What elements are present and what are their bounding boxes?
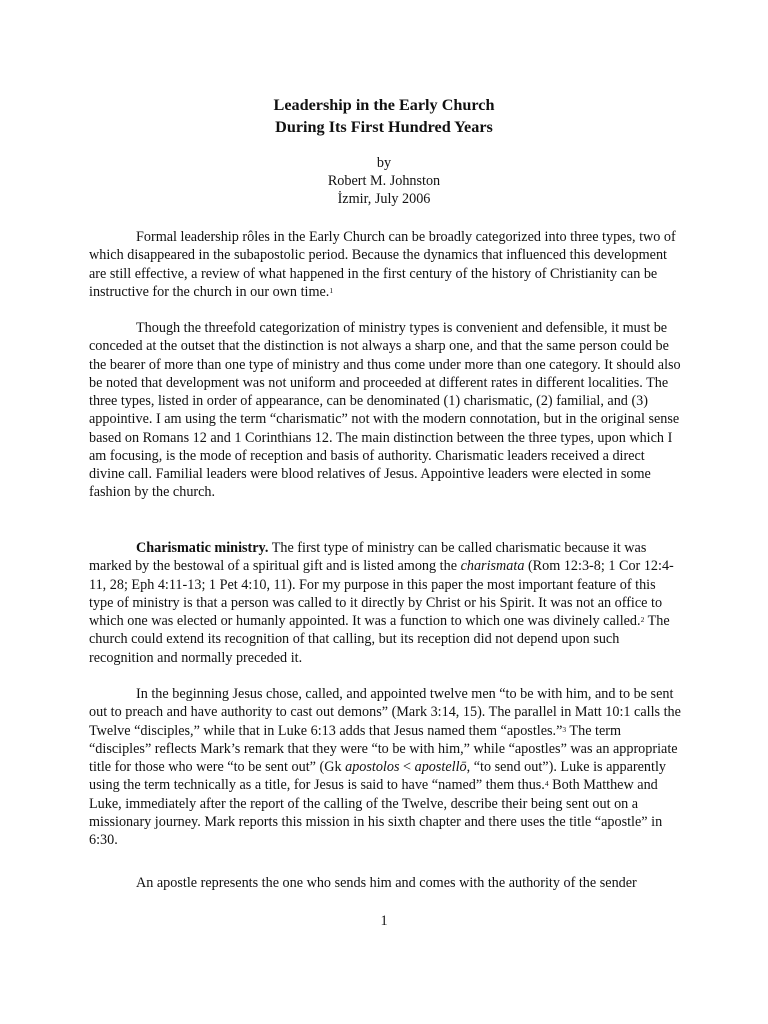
paragraph-text: < [399, 759, 415, 775]
paragraph-text: The first type of ministry can be called charismatic because it was marked by the bestowal of a spiritual gift and is listed among the [89, 540, 647, 575]
footnote-ref-2[interactable]: 2 [640, 615, 645, 624]
italic-term: apostellō [414, 759, 467, 775]
paragraph-categorization [89, 319, 681, 502]
paragraph-text: The term “disciples” reflects Mark’s remark that they were “to be with him,” while “apostles” was an appropriate title for those who were “to be sent out” (Gk [89, 722, 678, 775]
paragraph-apostle [89, 874, 681, 892]
paragraph-text: (Rom 12:3-8; 1 Cor 12:4-11, 28; Eph 4:11-13; 1 Pet 4:10, 11). For my purpose in this paper the most important feature of this type of ministry is that a person was called to it directly by Christ or his Spirit. It was not an office to which one was elected or humanly appointed. It was a function to which one was divinely called. [89, 558, 674, 629]
paragraph-twelve-apostles [89, 685, 681, 849]
author-name: Robert M. Johnston [327, 173, 441, 189]
paragraph-text: In the beginning Jesus chose, called, and appointed twelve men “to be with him, and to be sent out to preach and have authority to cast out demons” (Mark 3:14, 15). The parallel in Matt 10:1 calls the Twelve “disciples,” while that in Luke 6:13 adds that Jesus named them “apostles.” [89, 686, 681, 739]
footnote-ref-1[interactable]: 1 [329, 285, 334, 295]
paragraph-text: Both Matthew and Luke, immediately after the report of the calling of the Twelve, describe their being sent out on a missionary journey. Mark reports this mission in his sixth chapter and there uses the title “apostle” in 6:30. [89, 777, 663, 848]
paragraph-text: Though the threefold categorization of ministry types is convenient and defensible, it must be conceded at the outset that the distinction is not always a sharp one, and that the same person could be the bearer of more than one type of ministry and thus come under more than one category. It should also be noted that development was not uniform and proceeded at different rates in different localities. The three types, listed in order of appearance, can be denominated (1) charismatic, (2) familial, and (3) appointive. I am using the term “charismatic” not with the modern connotation, but in the original sense based on Romans 12 and 1 Corinthians 12. The main distinction between the three types, upon which I am focusing, is the mode of reception and basis of authority. Charismatic leaders received a direct divine call. Familial leaders were blood relatives of Jesus. Appointive leaders were elected in some fashion by the church. [89, 320, 681, 501]
italic-term: apostolos [345, 759, 400, 775]
paragraph-text: Formal leadership rôles in the Early Church can be broadly categorized into three types, two of which disappeared in the subapostolic period. Because the dynamics that influenced this development are still effective, a review of what happened in the first century of the history of Christianity can be instructive for the church in our own time. [89, 229, 676, 300]
footnote-ref-3[interactable]: 3 [562, 724, 567, 734]
section-heading: Charismatic ministry. [136, 540, 269, 556]
italic-term: charismata [460, 558, 525, 575]
page-number: 1 [380, 913, 388, 929]
paragraph-text: An apostle represents the one who sends him and comes with the authority of the sender [136, 875, 637, 891]
paragraph-text: The church could extend its recognition of that calling, but its reception did not depend upon such recognition and normally preceded it. [89, 613, 670, 666]
paragraph-intro [89, 228, 681, 301]
document-title-line-2: During Its First Hundred Years [275, 118, 493, 136]
paragraph-text: , “to send out”). Luke is apparently using the term technically as a title, for Jesus is said to have “named” them thus. [89, 759, 666, 794]
byline-by: by [376, 155, 392, 171]
paragraph-charismatic-ministry [89, 539, 681, 667]
place-date: İzmir, July 2006 [337, 191, 431, 207]
footnote-ref-4[interactable]: 4 [544, 779, 549, 789]
document-title-line-1: Leadership in the Early Church [273, 96, 495, 114]
